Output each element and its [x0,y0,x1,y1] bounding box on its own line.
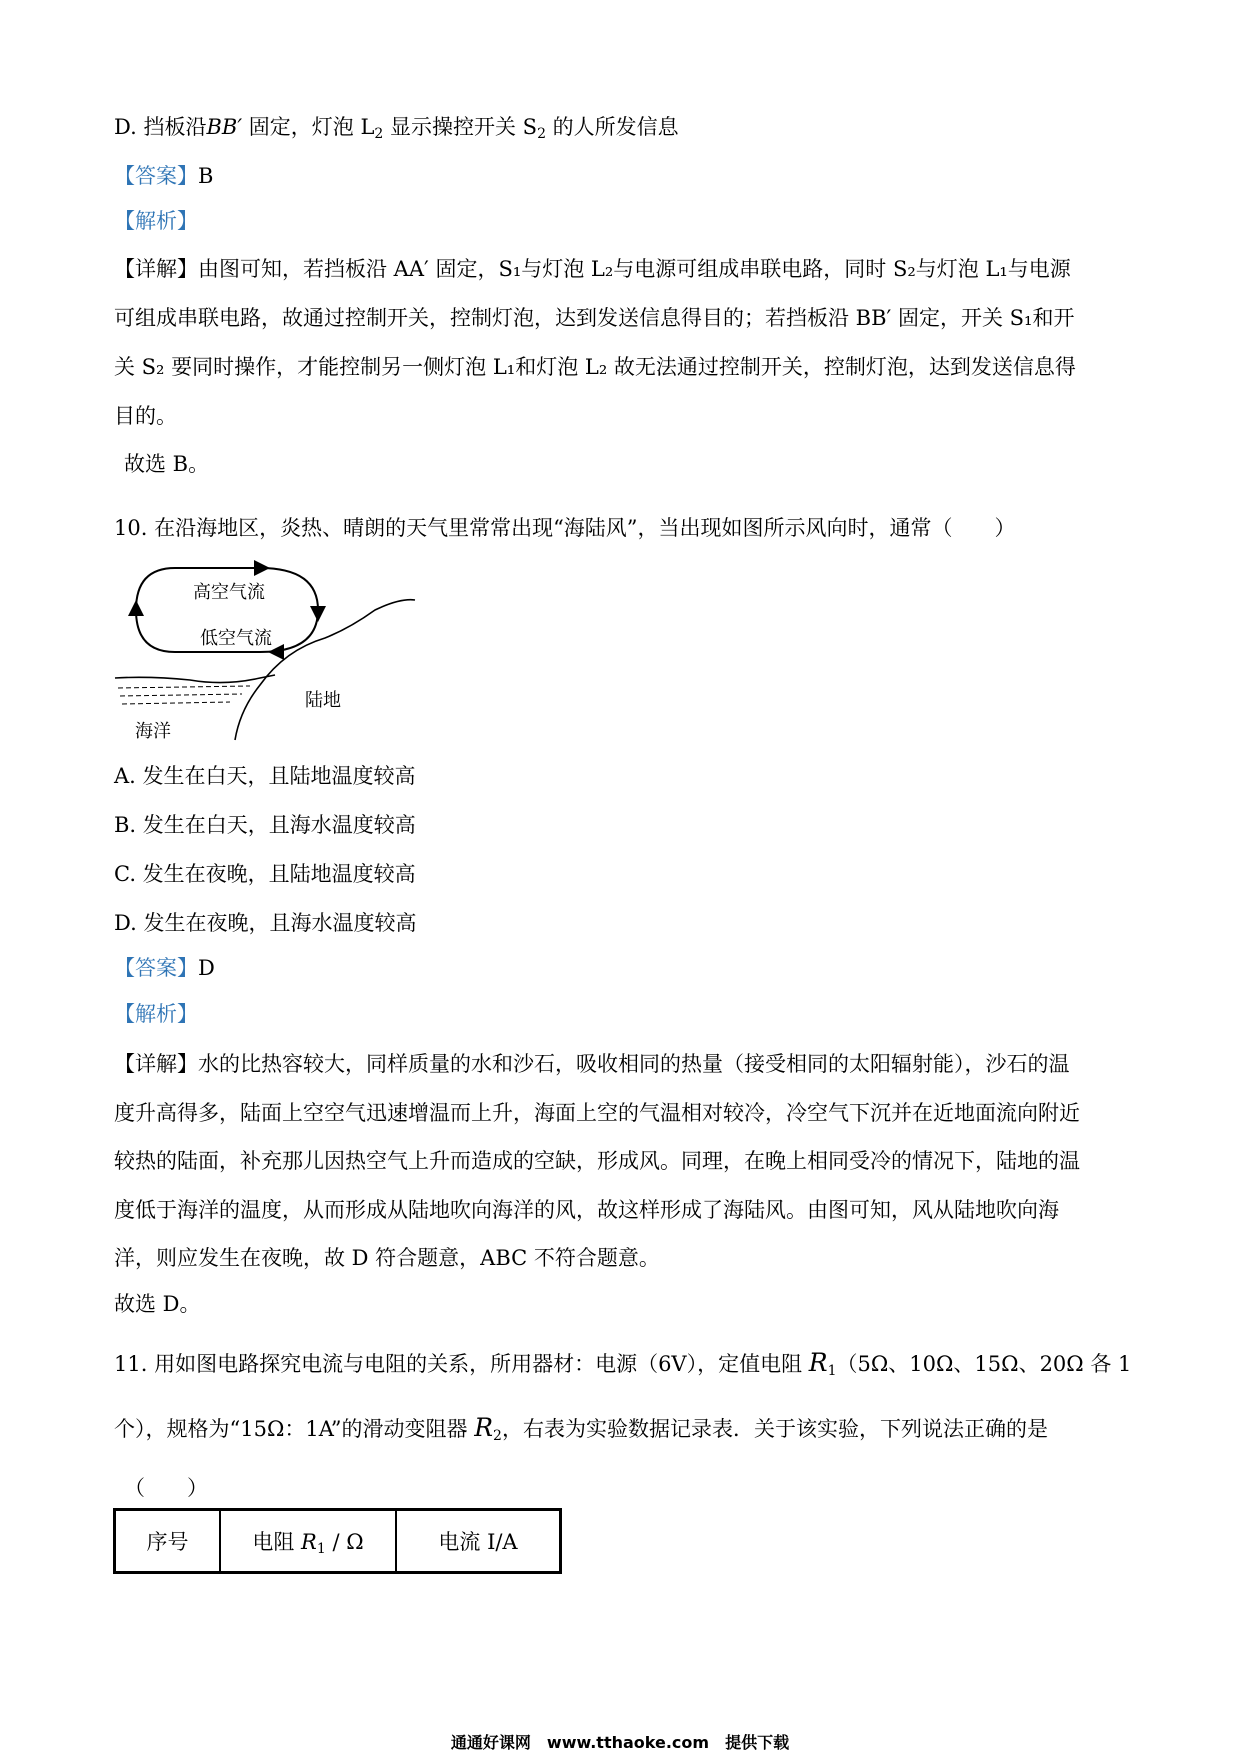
q9-detail-line-1: 【详解】由图可知，若挡板沿 AA′ 固定，S₁与灯泡 L₂与电源可组成串联电路，同时 S₂与灯泡 L₁与电源 [114,257,1071,281]
q10-option-a: A. 发生在白天，且陆地温度较高 [114,764,416,788]
sea-surface [115,675,275,683]
q10-detail-line-4: 度低于海洋的温度，从而形成从陆地吹向海洋的风，故这样形成了海陆风。由图可知，风从陆地吹向海 [114,1198,1059,1222]
q9-detail-line-4: 目的。 [114,404,177,428]
q10-detail-line-3: 较热的陆面，补充那儿因热空气上升而造成的空缺，形成风。同理，在晚上相同受冷的情况下，陆地的温 [114,1149,1080,1173]
data-record-table [113,1508,562,1574]
q10-answer: 【答案】D [114,956,215,980]
answer-tag: 【答案】 [114,956,198,980]
header-current: 电流 I/A [396,1510,561,1573]
q11-stem-line-2: 个），规格为“15Ω：1A”的滑动变阻器 $R_2$，右表为实验数据记录表．关于该实验，下列说法正确的是 [114,1413,1048,1444]
q9-conclusion: 故选 B。 [124,452,210,476]
q10-analysis-tag: 【解析】 [114,1002,198,1026]
q10-stem: 10. 在沿海地区，炎热、晴朗的天气里常常出现“海陆风”，当出现如图所示风向时，通常（ ） [114,516,1016,540]
q10-detail-line-5: 洋，则应发生在夜晚，故 D 符合题意，ABC 不符合题意。 [114,1246,660,1270]
answer-tag: 【答案】 [114,164,198,188]
sea-wave-3 [122,702,230,704]
sea-wave-2 [120,694,242,696]
q10-option-b: B. 发生在白天，且海水温度较高 [114,813,416,837]
sea-wave-1 [118,686,250,688]
label-sea: 海洋 [135,721,171,742]
q10-detail-line-2: 度升高得多，陆面上空空气迅速增温而上升，海面上空的气温相对较冷，冷空气下沉并在近地面流向附近 [114,1101,1080,1125]
q10-detail-line-1: 【详解】水的比热容较大，同样质量的水和沙石，吸收相同的热量（接受相同的太阳辐射能），沙石的温 [114,1052,1070,1076]
q9-detail-line-3: 关 S₂ 要同时操作，才能控制另一侧灯泡 L₁和灯泡 L₂ 故无法通过控制开关，控制灯泡，达到发送信息得 [114,355,1076,379]
q11-stem-line-3: （ ） [124,1476,208,1500]
sea-land-breeze-diagram [110,560,430,745]
page-footer: 通通好课网 www.tthaoke.com 提供下载 [450,1733,790,1752]
label-upper-airflow: 高空气流 [193,582,265,603]
q10-conclusion: 故选 D。 [114,1292,201,1316]
q9-answer: 【答案】B [114,164,214,188]
header-resistance: 电阻 $R_1$ / Ω [220,1510,396,1573]
q10-option-c: C. 发生在夜晚，且陆地温度较高 [114,862,416,886]
label-lower-airflow: 低空气流 [200,628,272,649]
q9-analysis-tag: 【解析】 [114,209,198,233]
land-surface [235,600,415,740]
q9-detail-line-2: 可组成串联电路，故通过控制开关，控制灯泡，达到发送信息得目的；若挡板沿 BB′ 固定，开关 S₁和开 [114,306,1075,330]
q11-stem-line-1: 11. 用如图电路探究电流与电阻的关系，所用器材：电源（6V），定值电阻 $R_1(5\Omega$、10Ω、15Ω、20Ω 各 1 [114,1348,1132,1379]
header-index: 序号 [115,1510,221,1573]
label-land: 陆地 [305,690,341,711]
table-row [115,1510,561,1573]
q10-option-d: D. 发生在夜晚，且海水温度较高 [114,911,417,935]
q9-option-d: D. 挡板沿BB′ 固定，灯泡 $L_2$ 显示操控开关 $S_2$ 的人所发信息 [114,115,679,142]
